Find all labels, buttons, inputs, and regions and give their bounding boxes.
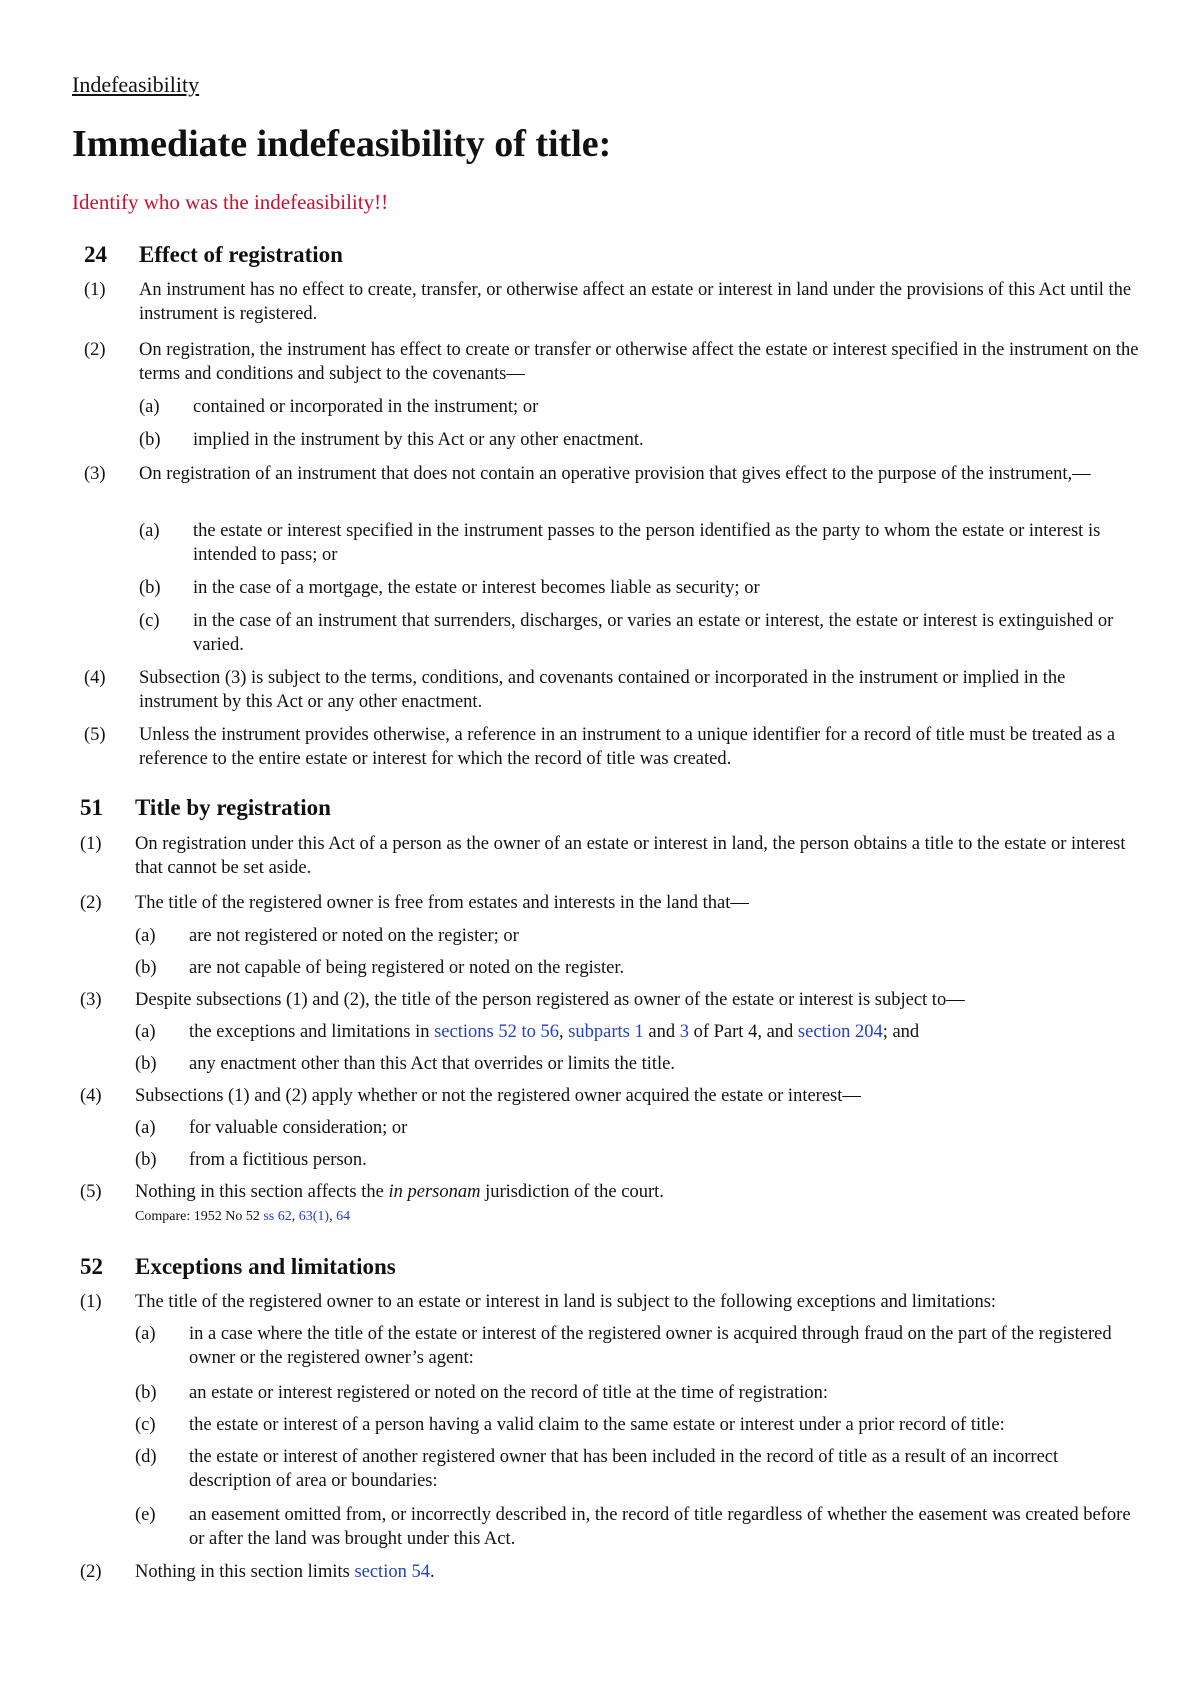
link-section-204[interactable]: section 204	[797, 1022, 883, 1042]
text-run: ,	[558, 1022, 569, 1042]
text-run: and	[643, 1022, 680, 1042]
subsection-number: (3)	[84, 464, 106, 484]
compare-note	[135, 1208, 350, 1226]
subsection-number: (1)	[84, 280, 106, 300]
text-run: jurisdiction of the court.	[480, 1182, 664, 1202]
page-title: Immediate indefeasibility of title:	[72, 123, 612, 165]
subsection-number: (2)	[84, 340, 106, 360]
section-title: Effect of registration	[139, 242, 343, 267]
subsection-number: (5)	[80, 1182, 102, 1202]
paragraph-text	[189, 1020, 1135, 1044]
section-number: 24	[84, 242, 107, 267]
paragraph-number: (a)	[135, 926, 156, 946]
paragraph-text: an estate or interest registered or noted on the record of title at the time of registration:	[189, 1383, 829, 1403]
subsection-text: An instrument has no effect to create, transfer, or otherwise affect an estate or interest in land under the provisions of this Act until the instrument is registered.	[139, 280, 1132, 324]
text-run: ; and	[882, 1022, 920, 1042]
paragraph-number: (b)	[135, 958, 157, 978]
paragraph-text: in the case of a mortgage, the estate or interest becomes liable as security; or	[193, 578, 760, 598]
paragraph-text: the estate or interest of a person having a valid claim to the same estate or interest under a prior record of title:	[189, 1415, 1005, 1435]
paragraph-number: (b)	[139, 430, 161, 450]
paragraph-number: (a)	[135, 1324, 156, 1344]
subsection-text: On registration of an instrument that does not contain an operative provision that gives effect to the purpose of the instrument,—	[139, 464, 1091, 484]
paragraph-text: from a fictitious person.	[189, 1150, 367, 1170]
paragraph-number: (d)	[135, 1447, 157, 1467]
text-run: ,	[291, 1209, 299, 1224]
link-sections-52-to-56[interactable]: sections 52 to 56	[434, 1022, 559, 1042]
emphasis-text: in personam	[388, 1182, 481, 1202]
subsection-text: Despite subsections (1) and (2), the title of the person registered as owner of the estate or interest is subject to—	[135, 990, 965, 1010]
subsection-number: (2)	[80, 1562, 102, 1582]
link-63-1[interactable]: 63(1)	[298, 1209, 330, 1224]
paragraph-number: (b)	[135, 1150, 157, 1170]
section-number: 52	[80, 1254, 103, 1279]
subsection-number: (3)	[80, 990, 102, 1010]
text-run: Nothing in this section limits	[135, 1562, 355, 1582]
subsection-number: (4)	[84, 668, 106, 688]
highlighted-note: Identify who was the indefeasibility!!	[72, 190, 389, 214]
paragraph-number: (e)	[135, 1505, 156, 1525]
paragraph-text: any enactment other than this Act that overrides or limits the title.	[189, 1054, 676, 1074]
link-section-54[interactable]: section 54	[354, 1562, 430, 1582]
section-title: Exceptions and limitations	[135, 1254, 396, 1279]
link-64[interactable]: 64	[336, 1209, 351, 1224]
paragraph-text: are not capable of being registered or noted on the register.	[189, 958, 625, 978]
subsection-text: Subsection (3) is subject to the terms, conditions, and covenants contained or incorporated in the instrument or implied in the instrument by this Act or any other enactment.	[139, 668, 1066, 712]
paragraph-number: (a)	[135, 1022, 156, 1042]
paragraph-number: (a)	[139, 521, 160, 541]
section-title: Title by registration	[135, 795, 331, 820]
topic-heading: Indefeasibility	[72, 72, 200, 97]
subsection-number: (5)	[84, 725, 106, 745]
paragraph-number: (c)	[139, 611, 160, 631]
subsection-text: The title of the registered owner to an estate or interest in land is subject to the following exceptions and limitations:	[135, 1292, 997, 1312]
paragraph-number: (b)	[135, 1383, 157, 1403]
text-run: .	[429, 1562, 435, 1582]
paragraph-number: (b)	[135, 1054, 157, 1074]
paragraph-number: (a)	[135, 1118, 156, 1138]
paragraph-text: are not registered or noted on the register; or	[189, 926, 519, 946]
subsection-text	[135, 1180, 1135, 1204]
paragraph-text: contained or incorporated in the instrument; or	[193, 397, 539, 417]
paragraph-text: in the case of an instrument that surrenders, discharges, or varies an estate or interest, the estate or interest is extinguished or varied.	[193, 611, 1114, 655]
subsection-number: (1)	[80, 834, 102, 854]
subsection-text: On registration under this Act of a person as the owner of an estate or interest in land, the person obtains a title to the estate or interest that cannot be set aside.	[135, 834, 1126, 878]
compare-label: Compare: 1952 No 52	[135, 1209, 264, 1224]
text-run: of Part 4, and	[688, 1022, 798, 1042]
subsection-text: Subsections (1) and (2) apply whether or not the registered owner acquired the estate or interest—	[135, 1086, 861, 1106]
section-number: 51	[80, 795, 103, 820]
link-subparts-1[interactable]: subparts 1	[568, 1022, 644, 1042]
paragraph-text: an easement omitted from, or incorrectly described in, the record of title regardless of whether the easement was created before or after the land was brought under this Act.	[189, 1505, 1131, 1549]
subsection-text: On registration, the instrument has effect to create or transfer or otherwise affect the estate or interest specified in the instrument on the terms and conditions and subject to the covenants—	[139, 340, 1139, 384]
paragraph-number: (b)	[139, 578, 161, 598]
paragraph-text: in a case where the title of the estate or interest of the registered owner is acquired through fraud on the part of the registered owner or the registered owner’s agent:	[189, 1324, 1112, 1368]
link-ss-62[interactable]: ss 62	[263, 1209, 292, 1224]
link-subpart-3[interactable]: 3	[679, 1022, 689, 1042]
paragraph-text: the estate or interest of another registered owner that has been included in the record of title as a result of an incorrect description of area or boundaries:	[189, 1447, 1059, 1491]
text-run: the exceptions and limitations in	[189, 1022, 435, 1042]
paragraph-number: (a)	[139, 397, 160, 417]
subsection-number: (1)	[80, 1292, 102, 1312]
paragraph-text: implied in the instrument by this Act or any other enactment.	[193, 430, 644, 450]
subsection-number: (4)	[80, 1086, 102, 1106]
paragraph-text: for valuable consideration; or	[189, 1118, 408, 1138]
subsection-text: Unless the instrument provides otherwise, a reference in an instrument to a unique identifier for a record of title must be treated as a reference to the entire estate or interest for which the record of title was created.	[139, 725, 1116, 769]
text-run: ,	[329, 1209, 337, 1224]
text-run: Nothing in this section affects the	[135, 1182, 389, 1202]
subsection-number: (2)	[80, 893, 102, 913]
subsection-text	[135, 1560, 1140, 1584]
paragraph-number: (c)	[135, 1415, 156, 1435]
paragraph-text: the estate or interest specified in the instrument passes to the person identified as the party to whom the estate or interest is intended to pass; or	[193, 521, 1101, 565]
subsection-text: The title of the registered owner is free from estates and interests in the land that—	[135, 893, 749, 913]
